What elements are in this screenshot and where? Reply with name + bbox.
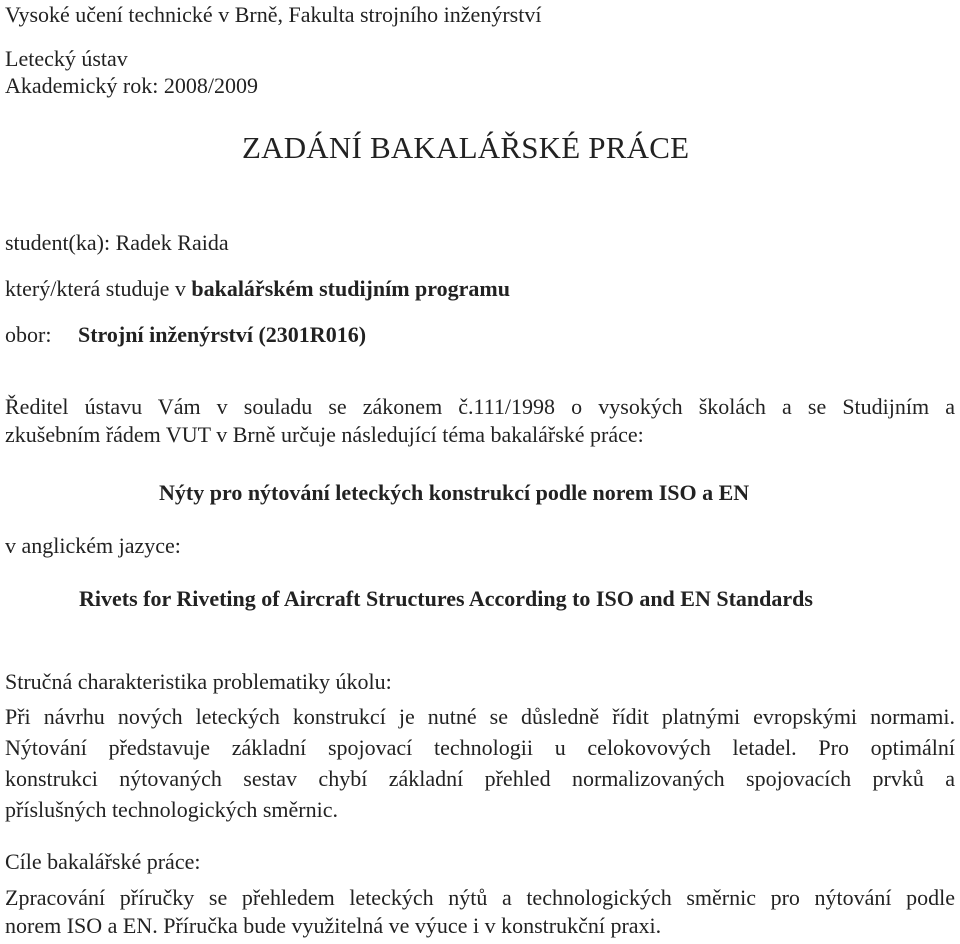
- student-label: student(ka):: [5, 230, 116, 255]
- characteristics-line-1: Při návrhu nových leteckých konstrukcí je nutné se důsledně řídit platnými evropskými normami.: [5, 704, 955, 729]
- student-line: [5, 230, 229, 256]
- academic-year: Akademický rok: 2008/2009: [5, 73, 258, 98]
- institute-name: Letecký ústav: [5, 46, 128, 71]
- topic-english: Rivets for Riveting of Aircraft Structures According to ISO and EN Standards: [79, 586, 813, 611]
- field-name: Strojní inženýrství (2301R016): [78, 322, 367, 347]
- program-line: [5, 276, 510, 302]
- page-title: ZADÁNÍ BAKALÁŘSKÉ PRÁCE: [242, 130, 690, 165]
- characteristics-line-4: příslušných technologických směrnic.: [5, 797, 338, 822]
- characteristics-line-3: konstrukci nýtovaných sestav chybí základní přehled normalizovaných spojovacích prvků a: [5, 766, 955, 791]
- field-label: obor:: [5, 322, 52, 347]
- english-topic-label: v anglickém jazyce:: [5, 533, 181, 558]
- goals-heading: Cíle bakalářské práce:: [5, 849, 201, 874]
- intro-line-2: zkušebním řádem VUT v Brně určuje následující téma bakalářské práce:: [5, 422, 644, 447]
- field-line: [5, 322, 367, 348]
- intro-line-1: Ředitel ústavu Vám v souladu se zákonem č.111/1998 o vysokých školách a se Studijním a: [5, 394, 955, 419]
- program-prefix: který/která studuje v: [5, 276, 192, 301]
- faculty-header: Vysoké učení technické v Brně, Fakulta strojního inženýrství: [5, 2, 542, 27]
- goals-line-1: Zpracování příručky se přehledem leteckých nýtů a technologických směrnic pro nýtování podle: [5, 885, 955, 910]
- program-name: bakalářském studijním programu: [191, 276, 510, 301]
- characteristics-heading: Stručná charakteristika problematiky úkolu:: [5, 669, 392, 694]
- student-name: Radek Raida: [115, 230, 229, 255]
- goals-line-2: norem ISO a EN. Příručka bude využitelná ve výuce i v konstrukční praxi.: [5, 913, 662, 938]
- characteristics-line-2: Nýtování představuje základní spojovací technologii u celokovových letadel. Pro optimální: [5, 735, 955, 760]
- topic-czech: Nýty pro nýtování leteckých konstrukcí podle norem ISO a EN: [159, 480, 750, 505]
